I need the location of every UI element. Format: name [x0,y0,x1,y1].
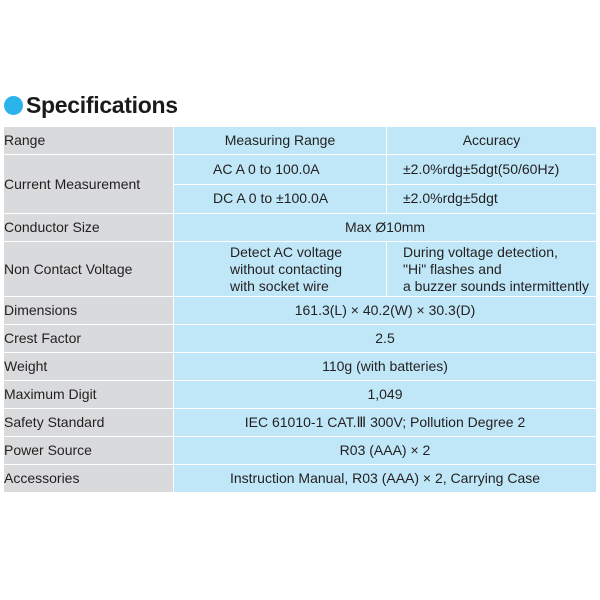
heading-bullet-icon [4,96,23,115]
table-row [4,214,597,242]
table-row [4,465,597,493]
power-source-label: Power Source [4,437,174,465]
table-row [4,242,597,297]
crest-factor-value: 2.5 [174,325,597,353]
accessories-label: Accessories [4,465,174,493]
conductor-size-label: Conductor Size [4,214,174,242]
ncv-description [174,242,387,297]
non-contact-voltage-label: Non Contact Voltage [4,242,174,297]
weight-label: Weight [4,353,174,381]
page-title: Specifications [26,91,178,118]
crest-factor-label: Crest Factor [4,325,174,353]
table-row [4,437,597,465]
safety-standard-label: Safety Standard [4,409,174,437]
maximum-digit-label: Maximum Digit [4,381,174,409]
ncv-line: "Hi" flashes and [403,260,502,277]
dc-range: DC A 0 to ±100.0A [174,184,387,214]
ac-accuracy: ±2.0%rdg±5dgt(50/60Hz) [387,155,597,185]
power-source-value: R03 (AAA) × 2 [174,437,597,465]
ncv-line: without contacting [230,260,343,277]
conductor-size-value: Max Ø10mm [174,214,597,242]
table-row [4,325,597,353]
ncv-line: Detect AC voltage [230,243,343,260]
table-row [4,155,597,185]
specifications-heading [4,90,178,120]
ncv-indication [387,242,597,297]
ncv-line: During voltage detection, [403,243,558,260]
table-row [4,409,597,437]
table-row [4,353,597,381]
table-row [4,381,597,409]
dimensions-label: Dimensions [4,297,174,325]
ncv-line: a buzzer sounds intermittently [403,277,589,294]
current-measurement-label: Current Measurement [4,155,174,214]
header-range: Range [4,127,174,155]
weight-value: 110g (with batteries) [174,353,597,381]
table-header-row [4,127,597,155]
ncv-line: with socket wire [230,277,329,294]
ac-range: AC A 0 to 100.0A [174,155,387,185]
safety-standard-value: IEC 61010-1 CAT.Ⅲ 300V; Pollution Degree 2 [174,409,597,437]
table-row [4,297,597,325]
header-measuring-range: Measuring Range [174,127,387,155]
header-accuracy: Accuracy [387,127,597,155]
accessories-value: Instruction Manual, R03 (AAA) × 2, Carrying Case [174,465,597,493]
maximum-digit-value: 1,049 [174,381,597,409]
specifications-table [3,126,597,493]
dimensions-value: 161.3(L) × 40.2(W) × 30.3(D) [174,297,597,325]
dc-accuracy: ±2.0%rdg±5dgt [387,184,597,214]
